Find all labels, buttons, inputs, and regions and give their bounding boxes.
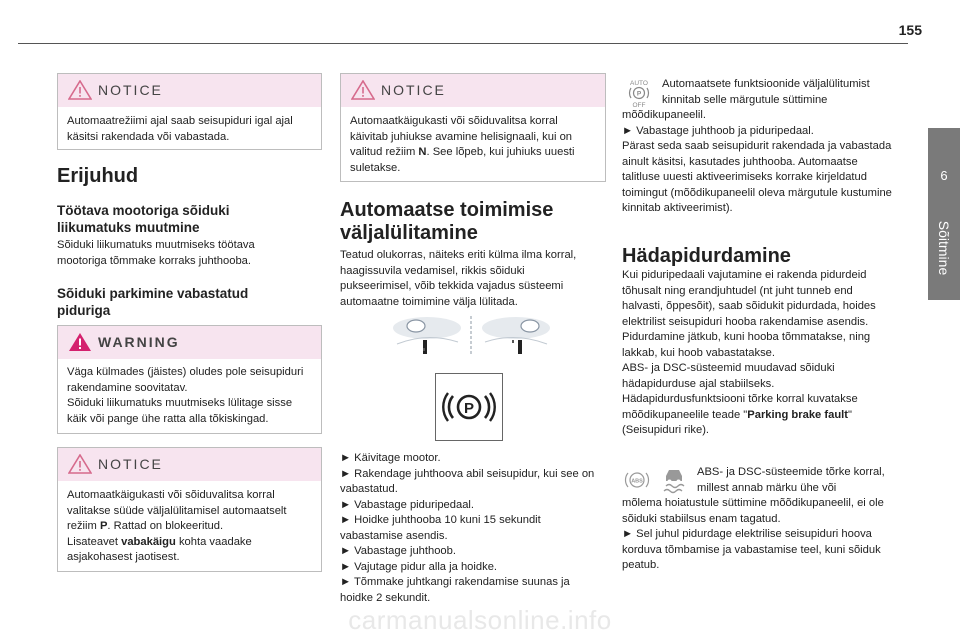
step: ► Vajutage pidur alla ja hoidke.: [340, 560, 498, 573]
warning-triangle-icon: [351, 80, 375, 100]
notice-box: [57, 73, 322, 150]
step: ► Vabastage juhthoob ja piduripedaal.: [622, 124, 814, 137]
warning-triangle-icon: [68, 454, 92, 474]
paragraph: ABS- ja DSC-süsteemide tõrke korral, millest annab märku ühe või: [697, 466, 885, 494]
notice-box: [57, 447, 322, 572]
warning-text: Sõiduki liikumatuks muutmiseks lülitage sisse käik või pange ühe ratta alla tõkiskingad.: [67, 397, 293, 425]
dsc-warning-icon: [660, 466, 688, 494]
svg-text:ABS: ABS: [631, 478, 643, 485]
paragraph: Sõiduki liikumatuks muutmiseks töötava mootoriga tõmmake korraks juhthooba.: [57, 239, 255, 267]
header-rule: [18, 43, 908, 44]
notice-label: NOTICE: [98, 456, 163, 472]
section-heading: Automaatse toimimise väljalülitamine: [340, 199, 554, 244]
chapter-number: 6: [940, 168, 948, 183]
section-heading: Erijuhud: [57, 165, 139, 187]
paragraph: mõlema hoiatustule süttimine mõõdikupaneelil, ei ole sõiduki stabiilsus enam tagatud. ► Sel juhul pidurdage elektrilise seisupiduri hoova korduva tõmbamise ja vabastamise teel, kuni sõiduk peatub.: [622, 496, 892, 574]
svg-text:OFF: OFF: [632, 102, 646, 108]
step: ► Tõmmake juhtkangi rakendamise suunas ja hoidke 2 sekundit.: [340, 576, 570, 604]
svg-text:P: P: [636, 90, 642, 98]
notice-text: Lisateavet vabakäigu kohta vaadake asjakohasest jaotisest.: [67, 535, 252, 563]
step: ► Rakendage juhthoova abil seisupidur, kui see on vabastatud.: [340, 467, 595, 495]
notice-label: NOTICE: [381, 82, 446, 98]
step: ► Hoidke juhthooba 10 kuni 15 sekundit vabastamise asendis.: [340, 514, 541, 542]
notice-label: NOTICE: [98, 82, 163, 98]
notice-text: Automaatrežiimi ajal saab seisupiduri igal ajal käsitsi rakendada või vabastada.: [67, 115, 293, 143]
subheading: Töötava mootoriga sõiduki liikumatuks muutmine: [57, 203, 230, 235]
auto-off-icon: [622, 78, 656, 108]
paragraph: Automaatsete funktsioonide väljalülitumist kinnitab selle märgutule süttimine: [662, 78, 870, 106]
section-heading: Hädapidurdamine: [622, 245, 791, 267]
brake-lever-illustration: [392, 314, 552, 358]
step: ► Sel juhul pidurdage elektrilise seisupiduri hoova korduva tõmbamise ja vabastamise teel, kuni sõiduk peatub.: [622, 528, 881, 571]
notice-text: Automaatkäigukasti või sõiduvalitsa korral käivitab juhiukse avamine helisignaali, kui on valitud režiim N. See lõpeb, kui juhiuks uuesti suletakse.: [350, 115, 575, 174]
steps-list: [340, 451, 605, 606]
step: ► Vabastage juhthoob.: [340, 545, 456, 557]
subheading: Sõiduki parkimine vabastatud piduriga: [57, 286, 249, 318]
svg-text:AUTO: AUTO: [630, 80, 648, 87]
paragraph: mõõdikupaneelil. ► Vabastage juhthoob ja piduripedaal. Pärast seda saab seisupidurit rakendada ja vabastada ainult käsitsi, kasutades juhthooba. Automaatse talitluse uuesti aktiveerimiseks korrake kirjeldatud toimingut (mõõdikupaneelil oleva märgutule kustumine kinnitab aktiveerimist).: [622, 108, 897, 217]
page-number: 155: [898, 22, 922, 38]
warning-triangle-icon: [68, 80, 92, 100]
notice-text: Automaatkäigukasti või sõiduvalitsa korral valitakse süüde väljalülitamisel automaatselt režiim P. Rattad on blokeeritud.: [67, 489, 287, 532]
svg-text:P: P: [463, 400, 475, 417]
step: ► Vabastage piduripedaal.: [340, 498, 475, 511]
paragraph: Teatud olukorras, näiteks eriti külma ilma korral, haagissuvila vedamisel, rikkis sõiduki pukseerimisel, võib tekkida vajadus süsteemi automaatne toimimine välja lülitada.: [340, 249, 577, 308]
warning-label: WARNING: [98, 334, 180, 350]
paragraph: Kui piduripedaali vajutamine ei rakenda pidurdeid tõhusalt ning erandjuhtudel (nt juht tunneb end halvasti, õppesõit), saab sõidukit pidurdada, hoides elektrilist seisupiduri hooba rakendamise asendis. Pidurdamine jätkub, kuni hooba tõmmatakse, ning lakkab, kui hoob vabastatakse. ABS- ja DSC-süsteemid muudavad sõiduki hädapidurduse ajal stabiilseks. Hädapidurdusfunktsiooni tõrke korral kuvatakse mõõdikupaneelile teade "Parking brake fault" (Seisupiduri rike).: [622, 269, 876, 436]
watermark: carmanualsonline.info: [348, 605, 612, 635]
chapter-tab: [928, 128, 960, 300]
notice-box: [340, 73, 606, 182]
warning-box: [57, 325, 322, 434]
warning-triangle-icon: [68, 332, 92, 352]
warning-text: Väga külmades (jäistes) oludes pole seisupiduri rakendamine soovitatav.: [67, 366, 304, 394]
step: ► Käivitage mootor.: [340, 452, 441, 464]
abs-warning-icon: [622, 468, 652, 492]
parking-brake-indicator-icon: [435, 373, 503, 441]
chapter-title: Sõitmine: [936, 220, 952, 276]
